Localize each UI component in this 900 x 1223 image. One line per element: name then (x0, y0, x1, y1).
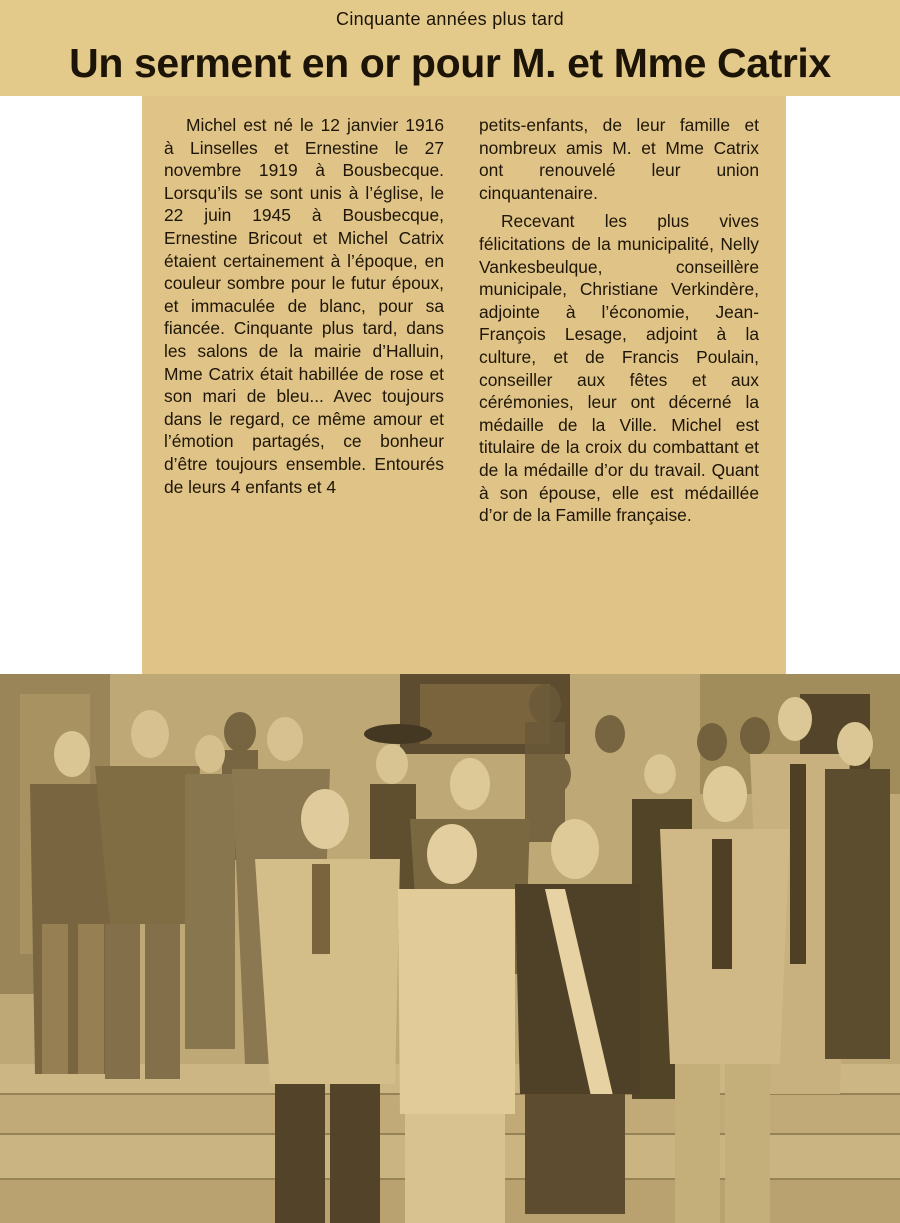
kicker: Cinquante années plus tard (336, 9, 564, 29)
article-body (142, 96, 786, 674)
group-photo (0, 674, 900, 1223)
article-paragraph: Michel est né le 12 janvier 1916 à Linselles et Ernestine le 27 novembre 1919 à Bousbecque. Lorsqu’ils se sont unis à l’église, le 22 juin 1945 à Bousbecque, Ernestine Bricout et Michel Catrix étaient certainement à l’époque, en couleur sombre pour le futur époux, et immaculée de blanc, pour sa fiancée. Cinquante plus tard, dans les salons de la mairie d’Halluin, Mme Catrix était habillée de rose et son mari de bleu... Avec toujours dans le regard, ce même amour et l’émotion partagés, ce bonheur d’être toujours ensemble. Entourés de leurs 4 enfants et 4 (164, 115, 444, 497)
headline: Un serment en or pour M. et Mme Catrix (69, 40, 831, 86)
header-band (0, 0, 900, 96)
article-paragraph: Recevant les plus vives félicitations de la municipalité, Nelly Vankesbeulque, conseillère municipale, Christiane Verkindère, adjointe à l’économie, Jean-François Lesage, adjoint à la culture, et de Francis Poulain, conseiller aux fêtes et aux cérémonies, leur ont décerné la médaille de la Ville. Michel est titulaire de la croix du combattant et de la médaille d’or du travail. Quant à son épouse, elle est médaillée d’or de la Famille française. (479, 211, 759, 526)
group-photo-illustration (0, 674, 900, 1223)
article-column-left (164, 114, 444, 504)
article-paragraph: petits-enfants, de leur famille et nombreux amis M. et Mme Catrix ont renouvelé leur union cinquantenaire. (479, 115, 759, 203)
article-column-right (479, 114, 759, 533)
